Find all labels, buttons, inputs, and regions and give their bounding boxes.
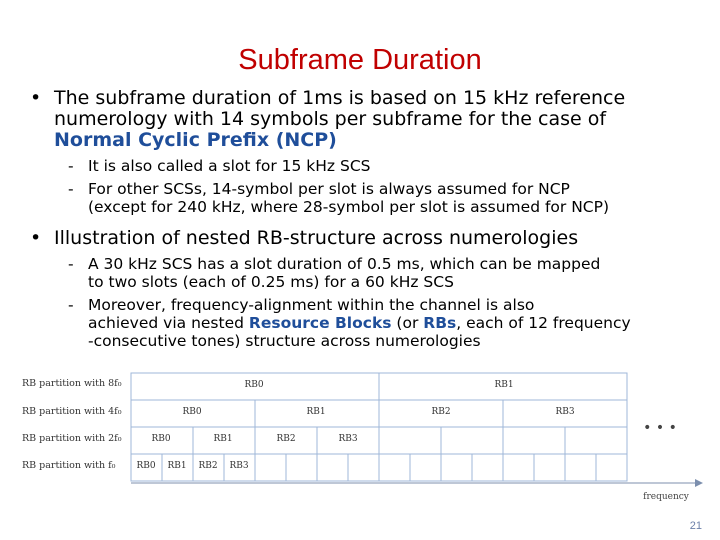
rb-label-f0-3: RB3	[229, 461, 249, 471]
rb-label-4f0-3: RB3	[555, 407, 575, 417]
rb-label-2f0-3: RB3	[338, 434, 358, 444]
resource-blocks-term: Resource Blocks	[248, 314, 392, 332]
subbullet-text: For other SCSs, 14-symbol per slot is always assumed for NCP	[88, 180, 570, 198]
subbullet-text: A 30 kHz SCS has a slot duration of 0.5 ms, which can be mapped	[88, 255, 601, 273]
row-labels	[22, 378, 122, 471]
rb-label-4f0-2: RB2	[431, 407, 451, 417]
row-label-f0: RB partition with f₀	[22, 460, 116, 471]
bullet-dot: •	[30, 227, 42, 249]
rb-label-4f0-1: RB1	[306, 407, 326, 417]
rb-label-2f0-2: RB2	[276, 434, 296, 444]
rb-label-f0-1: RB1	[167, 461, 187, 471]
rb-label-8f0-1: RB1	[494, 380, 514, 390]
frequency-axis-arrowhead	[695, 479, 703, 487]
page-number: 21	[689, 520, 702, 532]
rb-label-2f0-0: RB0	[151, 434, 171, 444]
subbullet-text-line3: -consecutive tones) structure across numerologies	[88, 332, 481, 350]
rb-label-2f0-1: RB1	[213, 434, 233, 444]
text-run: achieved via nested	[88, 314, 249, 332]
rb-label-8f0-0: RB0	[244, 380, 264, 390]
frequency-axis-label: frequency	[643, 492, 689, 502]
more-blocks-ellipsis: • • •	[643, 420, 677, 436]
dash: -	[68, 255, 74, 273]
rbs-term: RBs	[423, 314, 457, 332]
subbullet-text-cont: to two slots (each of 0.25 ms) for a 60 kHz SCS	[88, 273, 454, 291]
subbullet-text: It is also called a slot for 15 kHz SCS	[88, 157, 371, 175]
bullet1-line1: The subframe duration of 1ms is based on 15 kHz reference	[54, 87, 626, 109]
bullet2-line1: Illustration of nested RB-structure across numerologies	[54, 227, 579, 249]
row-label-2f0: RB partition with 2f₀	[22, 433, 122, 444]
subbullet-text: Moreover, frequency-alignment within the channel is also	[88, 296, 535, 314]
text-run: (or	[391, 314, 424, 332]
bullet-dot: •	[30, 87, 42, 109]
dash: -	[68, 296, 74, 314]
dash: -	[68, 180, 74, 198]
rb-label-f0-0: RB0	[136, 461, 156, 471]
rb-label-4f0-0: RB0	[182, 407, 202, 417]
bullet1-line3: Normal Cyclic Prefix (NCP)	[54, 129, 337, 151]
row-label-8f0: RB partition with 8f₀	[22, 378, 122, 389]
bullet1-line2: numerology with 14 symbols per subframe for the case of	[54, 108, 607, 130]
rb-label-f0-2: RB2	[198, 461, 218, 471]
row-label-4f0: RB partition with 4f₀	[22, 406, 122, 417]
slide-title: Subframe Duration	[238, 44, 482, 76]
dash: -	[68, 157, 74, 175]
text-run: , each of 12 frequency	[456, 314, 631, 332]
subbullet-text-cont: (except for 240 kHz, where 28-symbol per slot is assumed for NCP)	[88, 198, 610, 216]
